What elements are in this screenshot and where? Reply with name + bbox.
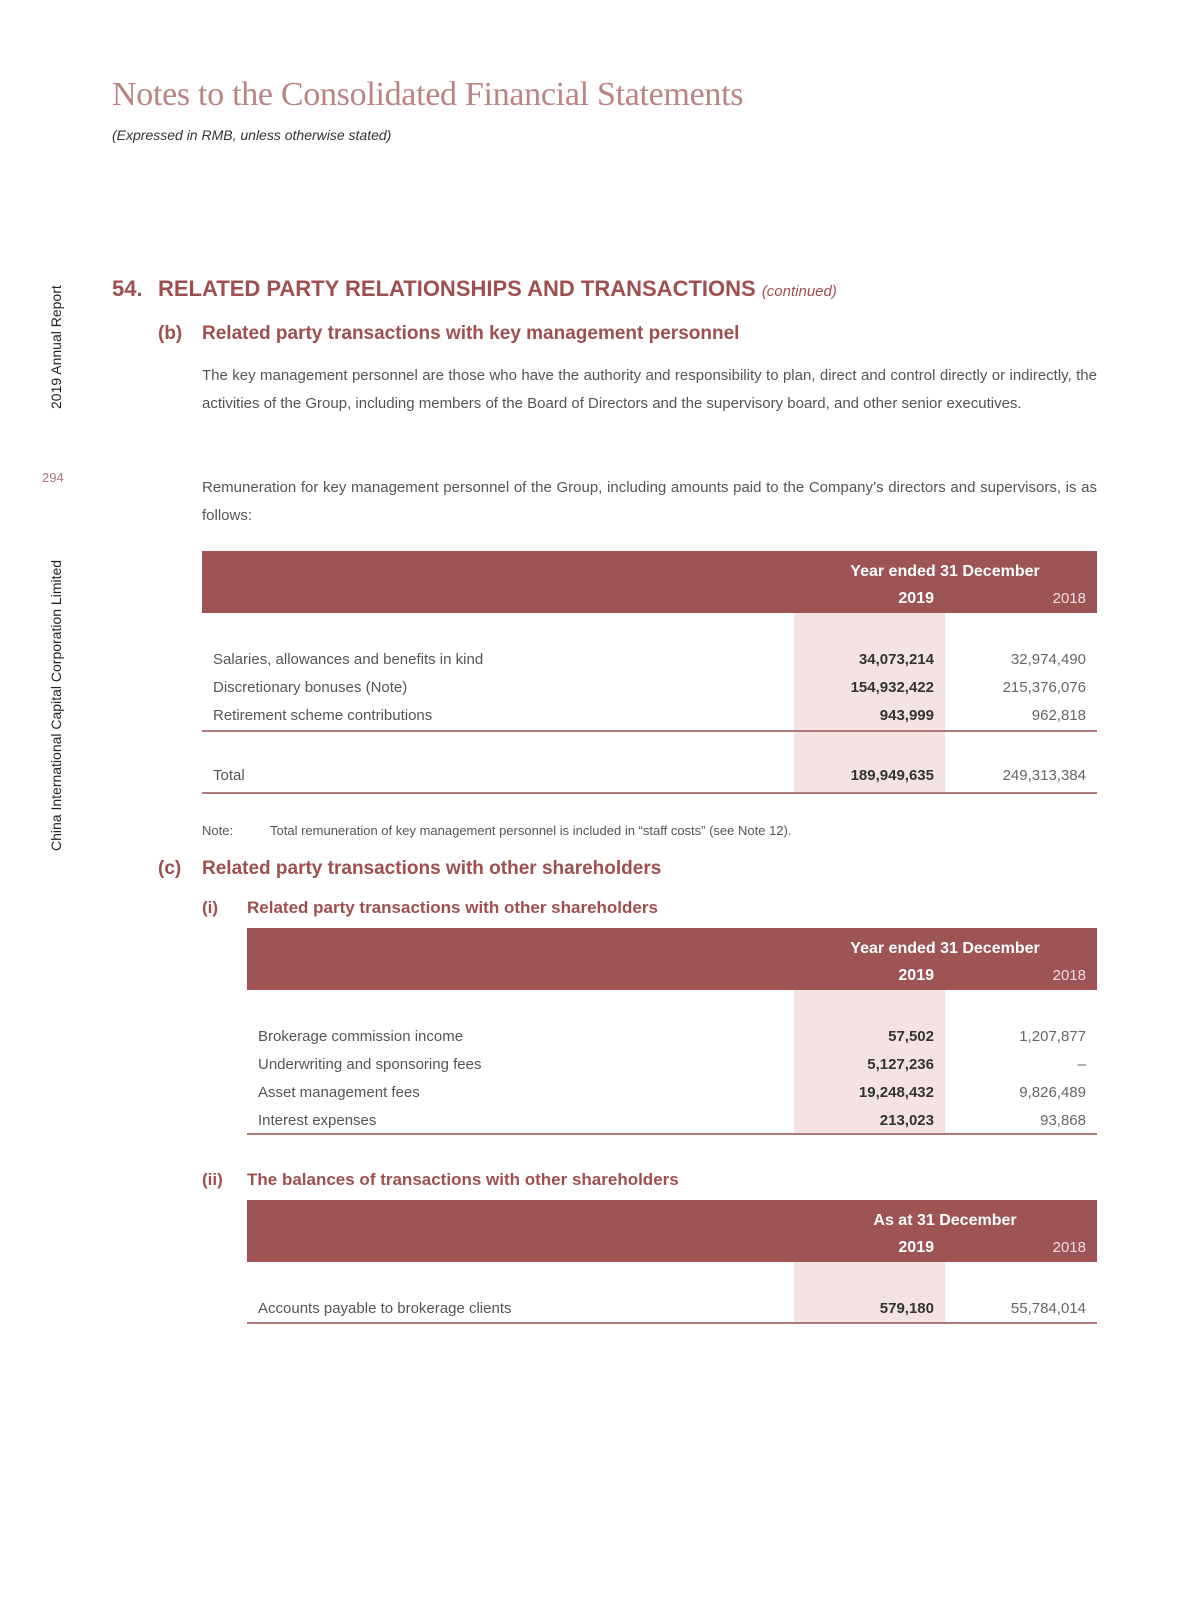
sub-b-title: Related party transactions with key management personnel [202, 323, 740, 344]
sub-b-label: (b) [158, 323, 183, 344]
table-header [202, 551, 1097, 613]
table-row [247, 1024, 1097, 1052]
row-label: Brokerage commission income [258, 1028, 464, 1045]
side-report-label: 2019 Annual Report [48, 285, 64, 410]
value-2018: 215,376,076 [1002, 679, 1086, 696]
header-year-2019: 2019 [898, 1239, 934, 1256]
table-row [247, 1296, 1097, 1324]
sub-c-i-title: Related party transactions with other shareholders [247, 898, 658, 917]
table-header [247, 1200, 1097, 1262]
sub-c-title: Related party transactions with other shareholders [202, 858, 662, 879]
total-2019: 189,949,635 [850, 767, 934, 784]
row-label: Underwriting and sponsoring fees [258, 1056, 482, 1073]
value-2019: 213,023 [879, 1112, 934, 1129]
sub-c-ii-label: (ii) [202, 1170, 223, 1189]
value-2019: 943,999 [879, 707, 934, 724]
header-year-2018: 2018 [1052, 1239, 1086, 1256]
value-2019: 154,932,422 [850, 679, 934, 696]
value-2018: 93,868 [1040, 1112, 1086, 1129]
side-company-label: China International Capital Corporation Limited [48, 559, 64, 851]
header-period: As at 31 December [873, 1212, 1017, 1229]
row-label: Accounts payable to brokerage clients [258, 1300, 512, 1317]
note-text: Total remuneration of key management personnel is included in “staff costs” (see Note 12). [270, 823, 792, 838]
sub-c-ii-title: The balances of transactions with other shareholders [247, 1170, 679, 1189]
row-label: Salaries, allowances and benefits in kind [213, 651, 484, 668]
section-number: 54. [112, 276, 143, 301]
sub-c-label: (c) [158, 858, 182, 879]
total-2018: 249,313,384 [1002, 767, 1086, 784]
note-label: Note: [202, 823, 234, 838]
page-subtitle: (Expressed in RMB, unless otherwise stated) [112, 127, 392, 143]
value-2018: – [1077, 1056, 1086, 1073]
section-continued: (continued) [761, 283, 837, 300]
section-title-text: RELATED PARTY RELATIONSHIPS AND TRANSACTIONS [158, 276, 756, 301]
value-2018: 55,784,014 [1010, 1300, 1086, 1317]
page-title: Notes to the Consolidated Financial Statements [112, 76, 744, 113]
value-2019: 19,248,432 [858, 1084, 934, 1101]
sub-b-paragraph-1: The key management personnel are those who have the authority and responsibility to plan, direct and control directly or indirectly, the activities of the Group, including members of the Board of Directors and the supervisory board, and other senior executives. [202, 367, 1097, 412]
row-label: Interest expenses [258, 1112, 377, 1129]
table-total-row [202, 763, 1097, 791]
header-year-2019: 2019 [898, 590, 934, 607]
value-2018: 1,207,877 [1019, 1028, 1086, 1045]
total-label: Total [213, 767, 245, 784]
table-row [247, 1080, 1097, 1108]
table-row [202, 647, 1097, 675]
header-year-2018: 2018 [1052, 967, 1086, 984]
row-label: Discretionary bonuses (Note) [213, 679, 408, 696]
sub-c-i-label: (i) [202, 898, 219, 917]
header-year-2019: 2019 [898, 967, 934, 984]
section-title [158, 276, 837, 302]
bottom-rule [247, 1133, 1097, 1135]
shareholder-transactions-table [247, 928, 1097, 1134]
value-2019: 579,180 [879, 1300, 934, 1317]
shareholder-balances-table [247, 1200, 1097, 1323]
table-row [247, 1052, 1097, 1080]
value-2018: 32,974,490 [1010, 651, 1086, 668]
table-header [247, 928, 1097, 990]
row-label: Asset management fees [258, 1084, 420, 1101]
sub-b-paragraph-2: Remuneration for key management personnel of the Group, including amounts paid to the Company’s directors and supervisors, is as follows: [202, 479, 1097, 524]
value-2019: 5,127,236 [867, 1056, 934, 1073]
table-row [202, 703, 1097, 731]
page-number: 294 [42, 470, 64, 485]
value-2018: 9,826,489 [1019, 1084, 1086, 1101]
bottom-rule [247, 1322, 1097, 1324]
value-2019: 34,073,214 [858, 651, 934, 668]
value-2018: 962,818 [1031, 707, 1086, 724]
value-2019: 57,502 [888, 1028, 934, 1045]
table-row [202, 675, 1097, 703]
key-management-remuneration-table [202, 551, 1097, 794]
header-period: Year ended 31 December [850, 940, 1040, 957]
header-year-2018: 2018 [1052, 590, 1086, 607]
subtotal-rule [202, 730, 1097, 732]
row-label: Retirement scheme contributions [213, 707, 433, 724]
table-row [247, 1108, 1097, 1136]
header-period: Year ended 31 December [850, 563, 1040, 580]
total-rule [202, 792, 1097, 794]
